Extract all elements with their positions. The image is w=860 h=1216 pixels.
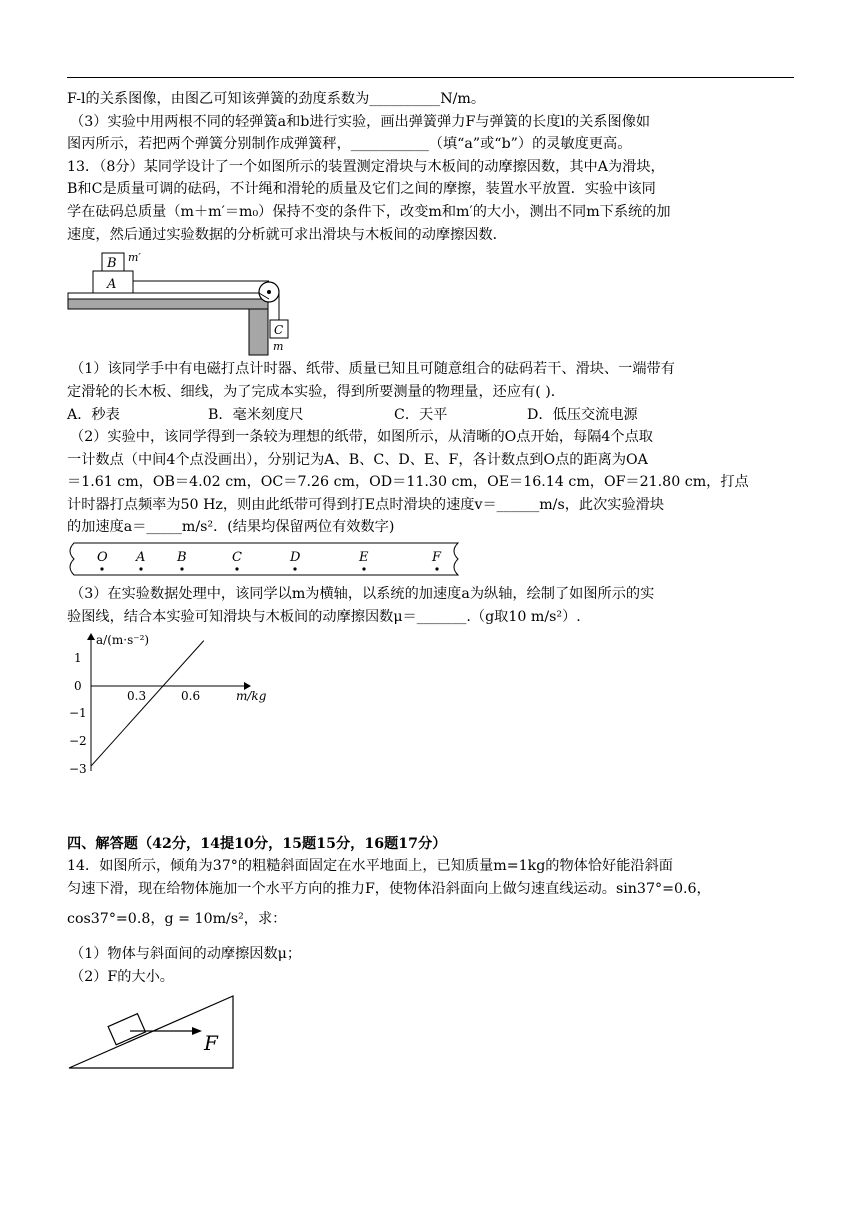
- q13-stem-line4: 速度，然后通过实验数据的分析就可求出滑块与木板间的动摩擦因数．: [67, 227, 507, 243]
- ytick-minus1: −1: [69, 706, 87, 720]
- q13-part1-line2: 定滑轮的长木板、细线，为了完成本实验，得到所要测量的物理量，还应有( )．: [67, 384, 565, 400]
- tape-dot-D: [293, 567, 296, 570]
- q13-part2-line3: ＝1.61 cm，OB＝4.02 cm，OC＝7.26 cm，OD＝11.30 cm，OE＝16.14 cm，OF＝21.80 cm，打点: [67, 474, 749, 490]
- q12-part3-line2: 图丙所示，若把两个弹簧分别制作成弹簧秤，___________（填“a”或“b”）的灵敏度更高。: [67, 136, 632, 152]
- q12-part3-line1: （3）实验中用两根不同的轻弹簧a和b进行实验，画出弹簧弹力F与弹簧的长度l的关系图像如: [70, 114, 651, 130]
- tape-label-O: O: [97, 550, 108, 565]
- q14-stem-line1: 14．如图所示，倾角为37°的粗糙斜面固定在水平地面上，已知质量m=1kg的物体恰好能沿斜面: [67, 858, 673, 874]
- q12-line1: F-l的关系图像，由图乙可知该弹簧的劲度系数为__________N/m。: [67, 91, 486, 107]
- incline-figure: [66, 992, 242, 1072]
- ytick-minus3: −3: [69, 762, 87, 776]
- option-c: C．天平: [394, 407, 448, 423]
- ytick-minus2: −2: [69, 734, 87, 748]
- option-d: D．低压交流电源: [527, 407, 638, 423]
- q13-stem-line3: 学在砝码总质量（m＋m′＝m₀）保持不变的条件下，改变m和m′的大小，测出不同m下系统的加: [67, 204, 671, 220]
- ytick-1: 1: [74, 651, 82, 665]
- tape-label-B: B: [177, 550, 187, 565]
- a-m-line: [91, 641, 204, 766]
- tape-dot-A: [139, 567, 142, 570]
- mass-b-label: m′: [128, 251, 141, 264]
- mass-c-label: m: [273, 340, 284, 353]
- q14-stem-line2: 匀速下滑，现在给物体施加一个水平方向的推力F，使物体沿斜面向上做匀速直线运动。sin37°=0.6，: [67, 881, 711, 897]
- ytick-0: 0: [74, 679, 82, 693]
- a-m-graph: [60, 628, 280, 778]
- q13-stem-line1: 13．（8分）某同学设计了一个如图所示的装置测定滑块与木板间的动摩擦因数，其中A为滑块，: [67, 159, 665, 175]
- q13-part3-line1: （3）在实验数据处理中，该同学以m为横轴，以系统的加速度a为纵轴，绘制了如图所示的实: [70, 586, 655, 602]
- force-label: F: [204, 1031, 218, 1055]
- q13-part2-line5: 的加速度a＝_____m/s²．(结果均保留两位有效数字): [67, 519, 395, 535]
- section4-title: 四、解答题（42分，14提10分，15题15分，16题17分）: [67, 836, 447, 852]
- paper-tape: [64, 540, 466, 578]
- tape-dot-E: [362, 567, 365, 570]
- tape-dot-B: [180, 567, 183, 570]
- tape-label-E: E: [359, 550, 369, 565]
- option-b: B．毫米刻度尺: [208, 407, 304, 423]
- q14-part2: （2）F的大小。: [70, 969, 174, 985]
- q13-part3-line2: 验图线，结合本实验可知滑块与木板间的动摩擦因数μ＝_______.（g取10 m/s²）.: [67, 609, 581, 625]
- q14-stem-line3: cos37°=0.8，g = 10m/s²，求：: [67, 911, 287, 927]
- option-a: A．秒表: [67, 407, 120, 423]
- tape-label-A: A: [136, 550, 146, 565]
- apparatus-figure: [66, 249, 296, 357]
- q13-part2-line2: 一计数点（中间4个点没画出），分别记为A、B、C、D、E、F，各计数点到O点的距离为OA: [67, 452, 648, 468]
- block-b-label: B: [107, 256, 117, 271]
- tape-dot-C: [235, 567, 238, 570]
- q13-part2-line1: （2）实验中，该同学得到一条较为理想的纸带，如图所示，从清晰的O点开始，每隔4个点取: [70, 429, 653, 445]
- header-rule: [67, 77, 794, 78]
- tape-dot-F: [435, 567, 438, 570]
- block-a-label: A: [107, 277, 117, 292]
- xtick-0.3: 0.3: [127, 689, 147, 703]
- x-axis-label: m/kg: [236, 689, 267, 703]
- tape-dot-O: [100, 567, 103, 570]
- tape-label-F: F: [432, 550, 442, 565]
- tape-label-D: D: [290, 550, 301, 565]
- block-c-label: C: [274, 323, 284, 337]
- q13-stem-line2: B和C是质量可调的砝码，不计绳和滑轮的质量及它们之间的摩擦，装置水平放置．实验中该同: [67, 181, 656, 197]
- q13-part2-line4: 计时器打点频率为50 Hz，则由此纸带可得到打E点时滑块的速度v＝______m/s，此次实验滑块: [67, 497, 665, 513]
- q13-part1-line1: （1）该同学手中有电磁打点计时器、纸带、质量已知且可随意组合的砝码若干、滑块、一端带有: [70, 361, 675, 377]
- tape-label-C: C: [232, 550, 242, 565]
- xtick-0.6: 0.6: [181, 689, 201, 703]
- y-axis-label: a/(m·s⁻²): [96, 633, 150, 647]
- q14-part1: （1）物体与斜面间的动摩擦因数μ；: [70, 946, 302, 962]
